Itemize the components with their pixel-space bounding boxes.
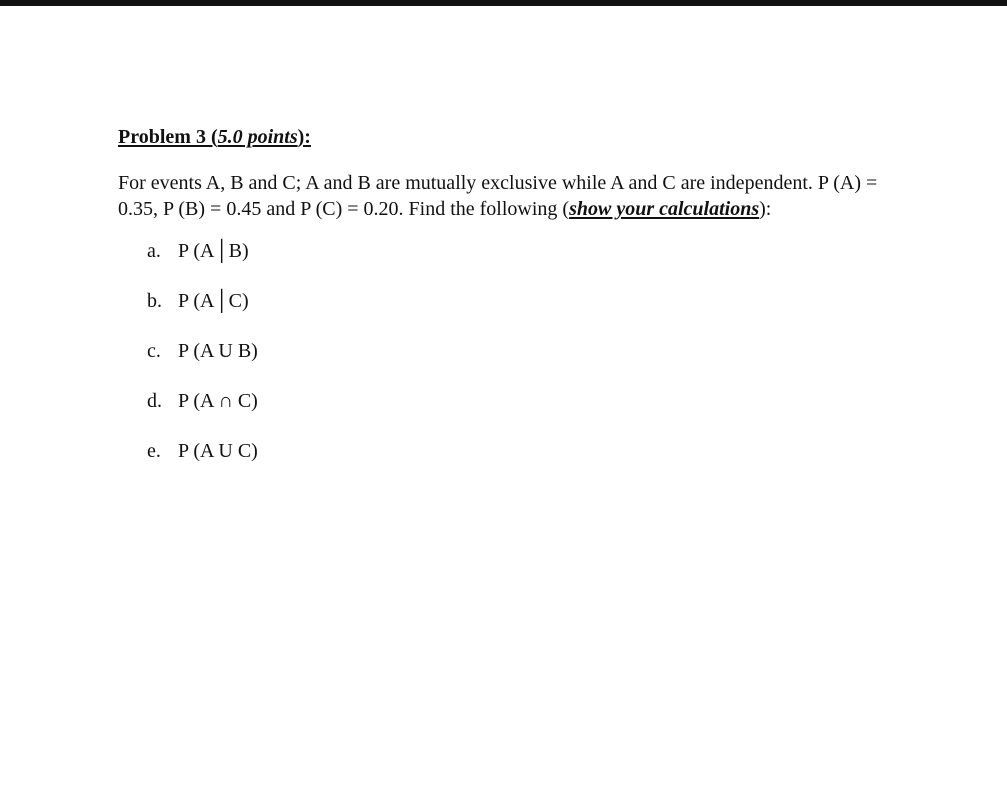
question-part-e [147, 438, 258, 488]
heading-suffix: ): [297, 126, 311, 148]
top-border-bar [0, 0, 1007, 6]
part-expression: P (A ∩ C) [178, 390, 258, 412]
question-parts-list [147, 238, 258, 488]
part-expression: P (A│B) [178, 240, 249, 262]
problem-heading [118, 126, 311, 149]
show-calculations-emphasis: show your calculations [569, 198, 760, 220]
part-letter: a. [147, 240, 161, 262]
part-expression: P (A│C) [178, 290, 249, 312]
question-part-a [147, 238, 258, 288]
statement-text: For events A, B and C; A and B are mutually exclusive while A and C are independent. P (A) = 0.35, P (B) = 0.45 and P (C) = 0.20. Find the following ( [118, 172, 878, 220]
question-part-d [147, 388, 258, 438]
part-expression: P (A U C) [178, 440, 258, 462]
part-letter: b. [147, 290, 162, 312]
heading-points: 5.0 points [217, 126, 298, 148]
statement-end: ): [759, 198, 772, 220]
part-letter: e. [147, 440, 161, 462]
question-part-c [147, 338, 258, 388]
problem-statement [118, 170, 893, 222]
heading-prefix: Problem 3 ( [118, 126, 218, 148]
part-expression: P (A U B) [178, 340, 258, 362]
question-part-b [147, 288, 258, 338]
part-letter: c. [147, 340, 161, 362]
part-letter: d. [147, 390, 162, 412]
